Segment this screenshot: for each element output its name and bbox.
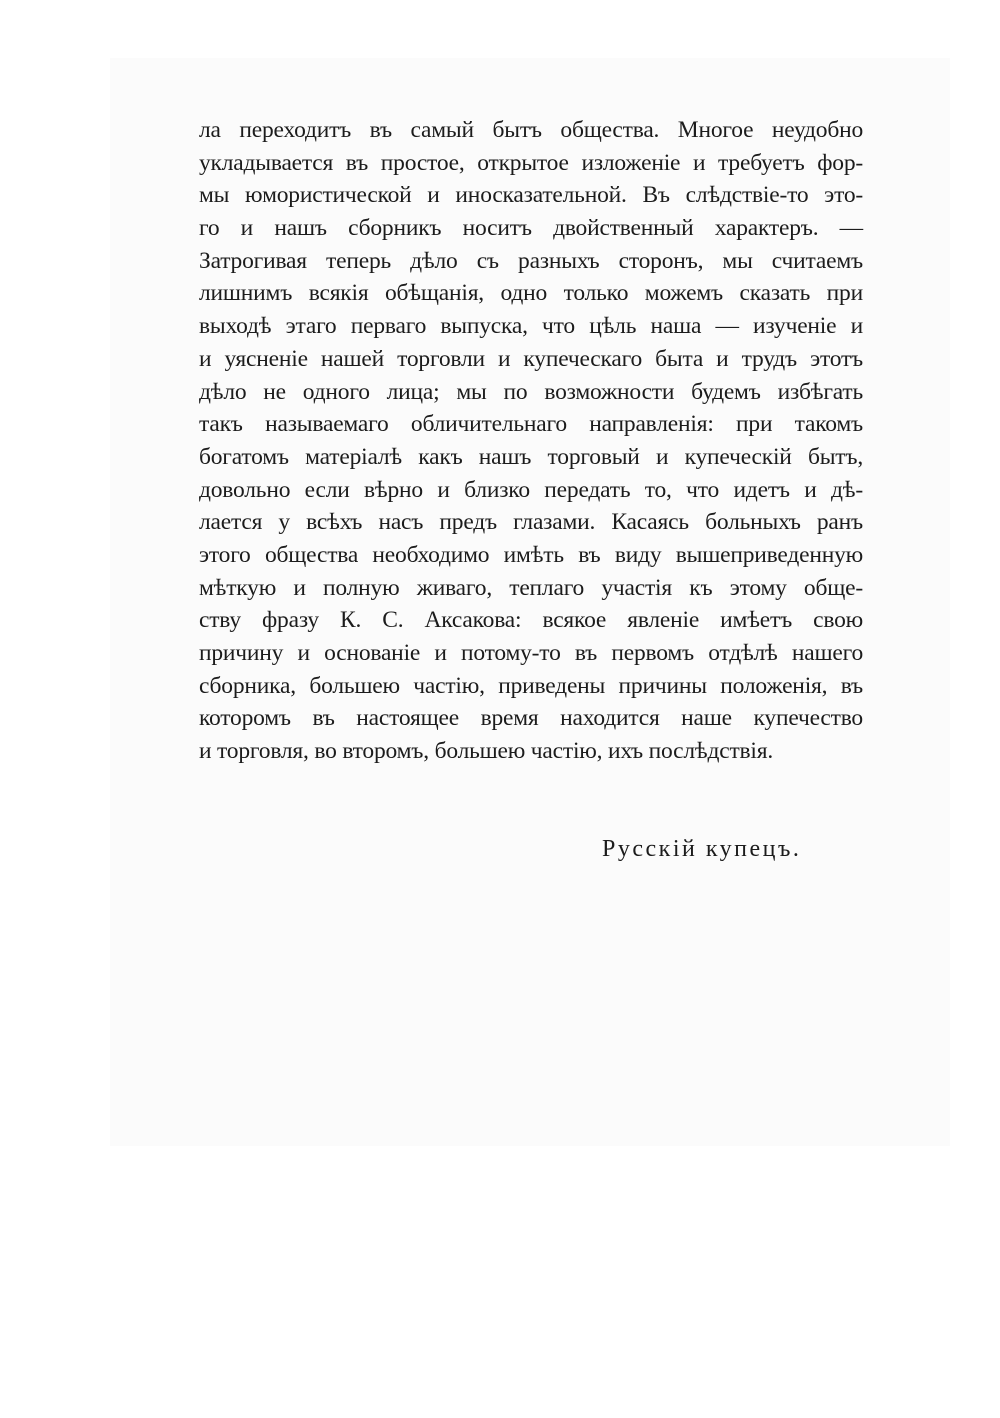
text-line: которомъ въ настоящее время находится наше купечество — [199, 705, 863, 732]
text-line: богатомъ матеріалѣ какъ нашъ торговый и купеческій бытъ, — [199, 443, 863, 470]
text-line: дѣло не одного лица; мы по возможности будемъ избѣгать — [199, 378, 863, 405]
text-line: и уясненіе нашей торговли и купеческаго быта и трудъ этотъ — [199, 345, 863, 372]
text-line: причину и основаніе и потому-то въ первомъ отдѣлѣ нашего — [199, 640, 863, 666]
text-line: укладывается въ простое, открытое изложеніе и требуетъ фор- — [199, 149, 863, 176]
body-text — [199, 114, 863, 768]
text-line: выходѣ этаго перваго выпуска, что цѣль наша — изученіе и — [199, 313, 863, 340]
text-line: и торговля, во второмъ, большею частію, ихъ послѣдствія. — [199, 738, 774, 765]
text-line: такъ называемаго обличительнаго направленія: при такомъ — [199, 411, 863, 438]
text-line: мѣткую и полную живаго, теплаго участія къ этому обще- — [199, 574, 863, 601]
text-line: лается у всѣхъ насъ предъ глазами. Касаясь больныхъ ранъ — [199, 509, 863, 536]
text-line: Затрогивая теперь дѣло съ разныхъ сторонъ, мы считаемъ — [199, 247, 863, 274]
text-line: этого общества необходимо имѣть въ виду вышеприведенную — [199, 541, 863, 568]
text-line: ству фразу К. С. Аксакова: всякое явленіе имѣетъ свою — [199, 607, 863, 634]
text-line: сборника, большею частію, приведены причины положенія, въ — [199, 672, 863, 699]
signature: Русскій купецъ. — [602, 836, 802, 862]
text-line: довольно если вѣрно и близко передать то, что идетъ и дѣ- — [199, 476, 863, 503]
text-line: мы юмористической и иносказательной. Въ слѣдствіе-то это- — [199, 182, 863, 209]
text-line: лишнимъ всякія обѣщанія, одно только можемъ сказать при — [199, 280, 863, 307]
text-line: ла переходитъ въ самый бытъ общества. Многое неудобно — [199, 117, 863, 143]
text-line: го и нашъ сборникъ носитъ двойственный характеръ. — — [199, 215, 863, 242]
